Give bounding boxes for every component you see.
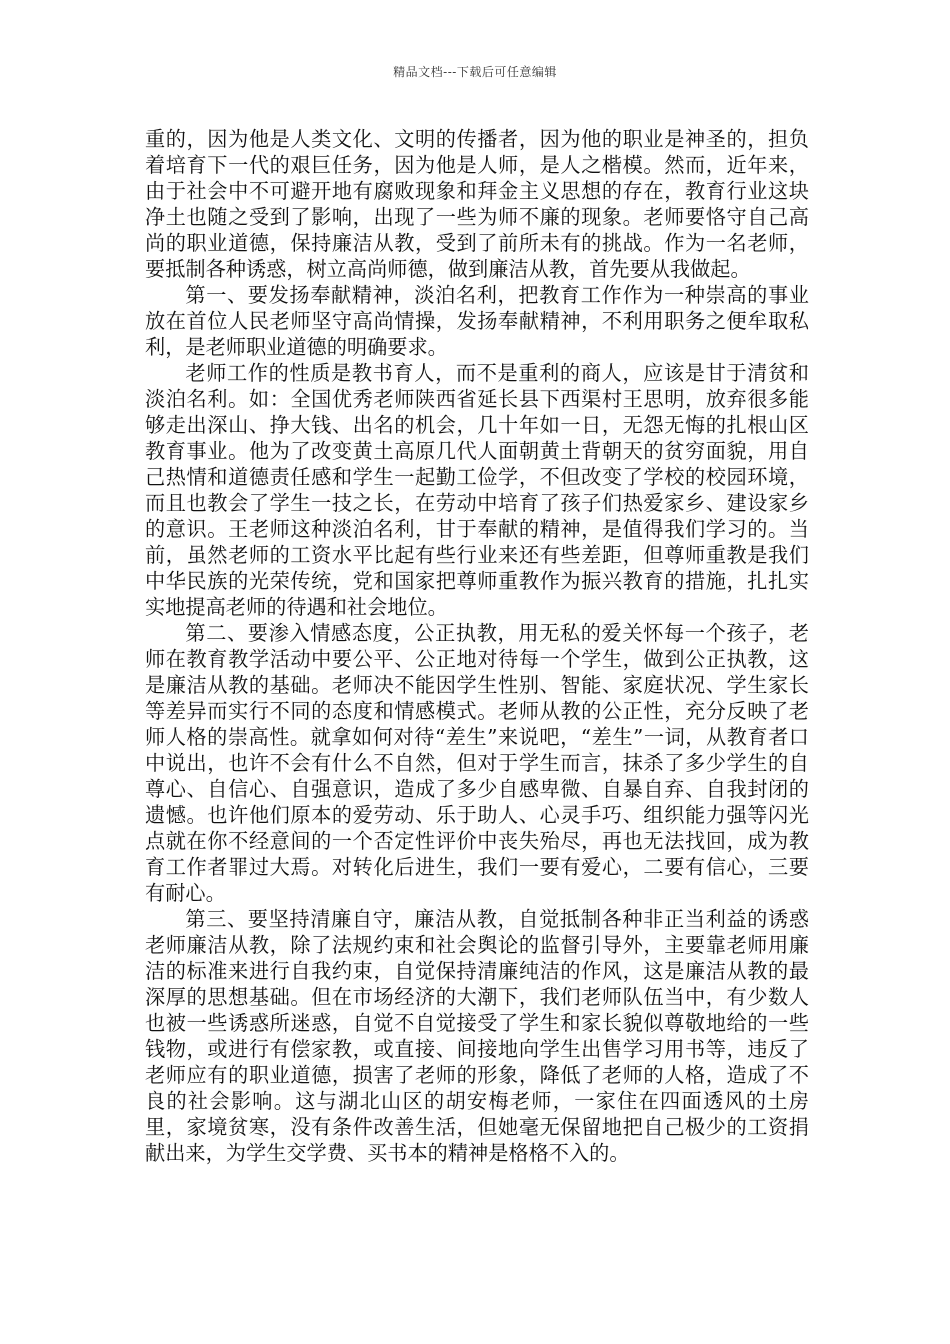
paragraph-point-three: 第三、要坚持清廉自守，廉洁从教，自觉抵制各种非正当利益的诱惑老师廉洁从教，除了法规约束和社会舆论的监督引导外，主要靠老师用廉洁的标准来进行自我约束，自觉保持清廉纯洁的作风，这是廉洁从教的最深厚的思想基础。但在市场经济的大潮下，我们老师队伍当中，有少数人也被一些诱惑所迷惑，自觉不自觉接受了学生和家长貌似尊敬地给的一些钱物，或进行有偿家教，或直接、间接地向学生出售学习用书等，违反了老师应有的职业道德，损害了老师的形象，降低了老师的人格，造成了不良的社会影响。这与湖北山区的胡安梅老师，一家住在四面透风的土房里，家境贫寒，没有条件改善生活，但她毫无保留地把自己极少的工资捐献出来，为学生交学费、买书本的精神是格格不入的。 (145, 907, 809, 1165)
paragraph-point-one: 第一、要发扬奉献精神，淡泊名利，把教育工作作为一种崇高的事业放在首位人民老师坚守高尚情操，发扬奉献精神，不利用职务之便牟取私利，是老师职业道德的明确要求。 (145, 283, 809, 359)
page-header: 精品文档---下载后可任意编辑 (393, 65, 557, 79)
paragraph-example: 老师工作的性质是教书育人，而不是重利的商人，应该是甘于清贫和淡泊名利。如：全国优秀老师陕西省延长县下西渠村王思明，放弃很多能够走出深山、挣大钱、出名的机会，几十年如一日，无怨无悔的扎根山区教育事业。他为了改变黄土高原几代人面朝黄土背朝天的贫穷面貌，用自己热情和道德责任感和学生一起勤工俭学，不但改变了学校的校园环境，而且也教会了学生一技之长，在劳动中培育了孩子们热爱家乡、建设家乡的意识。王老师这种淡泊名利，甘于奉献的精神，是值得我们学习的。当前，虽然老师的工资水平比起有些行业来还有些差距，但尊师重教是我们中华民族的光荣传统，党和国家把尊师重教作为振兴教育的措施，扎扎实实地提高老师的待遇和社会地位。 (145, 361, 809, 619)
paragraph-point-two: 第二、要渗入情感态度，公正执教，用无私的爱关怀每一个孩子，老师在教育教学活动中要公平、公正地对待每一个学生，做到公正执教，这是廉洁从教的基础。老师决不能因学生性别、智能、家庭状况、学生家长等差异而实行不同的态度和情感模式。老师从教的公正性，充分反映了老师人格的崇高性。就拿如何对待“差生”来说吧，“差生”一词，从教育者口中说出，也许不会有什么不自然，但对于学生而言，抹杀了多少学生的自尊心、自信心、自强意识，造成了多少自感卑微、自暴自弃、自我封闭的遗憾。也许他们原本的爱劳动、乐于助人、心灵手巧、组织能力强等闪光点就在你不经意间的一个否定性评价中丧失殆尽，再也无法找回，成为教育工作者罪过大焉。对转化后进生，我们一要有爱心，二要有信心，三要有耐心。 (145, 621, 809, 905)
paragraph-intro: 重的，因为他是人类文化、文明的传播者，因为他的职业是神圣的，担负着培育下一代的艰巨任务，因为他是人师，是人之楷模。然而，近年来，由于社会中不可避开地有腐败现象和拜金主义思想的存在，教育行业这块净土也随之受到了影响，出现了一些为师不廉的现象。老师要恪守自己高尚的职业道德，保持廉洁从教，受到了前所未有的挑战。作为一名老师，要抵制各种诱惑，树立高尚师德，做到廉洁从教，首先要从我做起。 (145, 127, 809, 281)
document-body (145, 126, 809, 1166)
